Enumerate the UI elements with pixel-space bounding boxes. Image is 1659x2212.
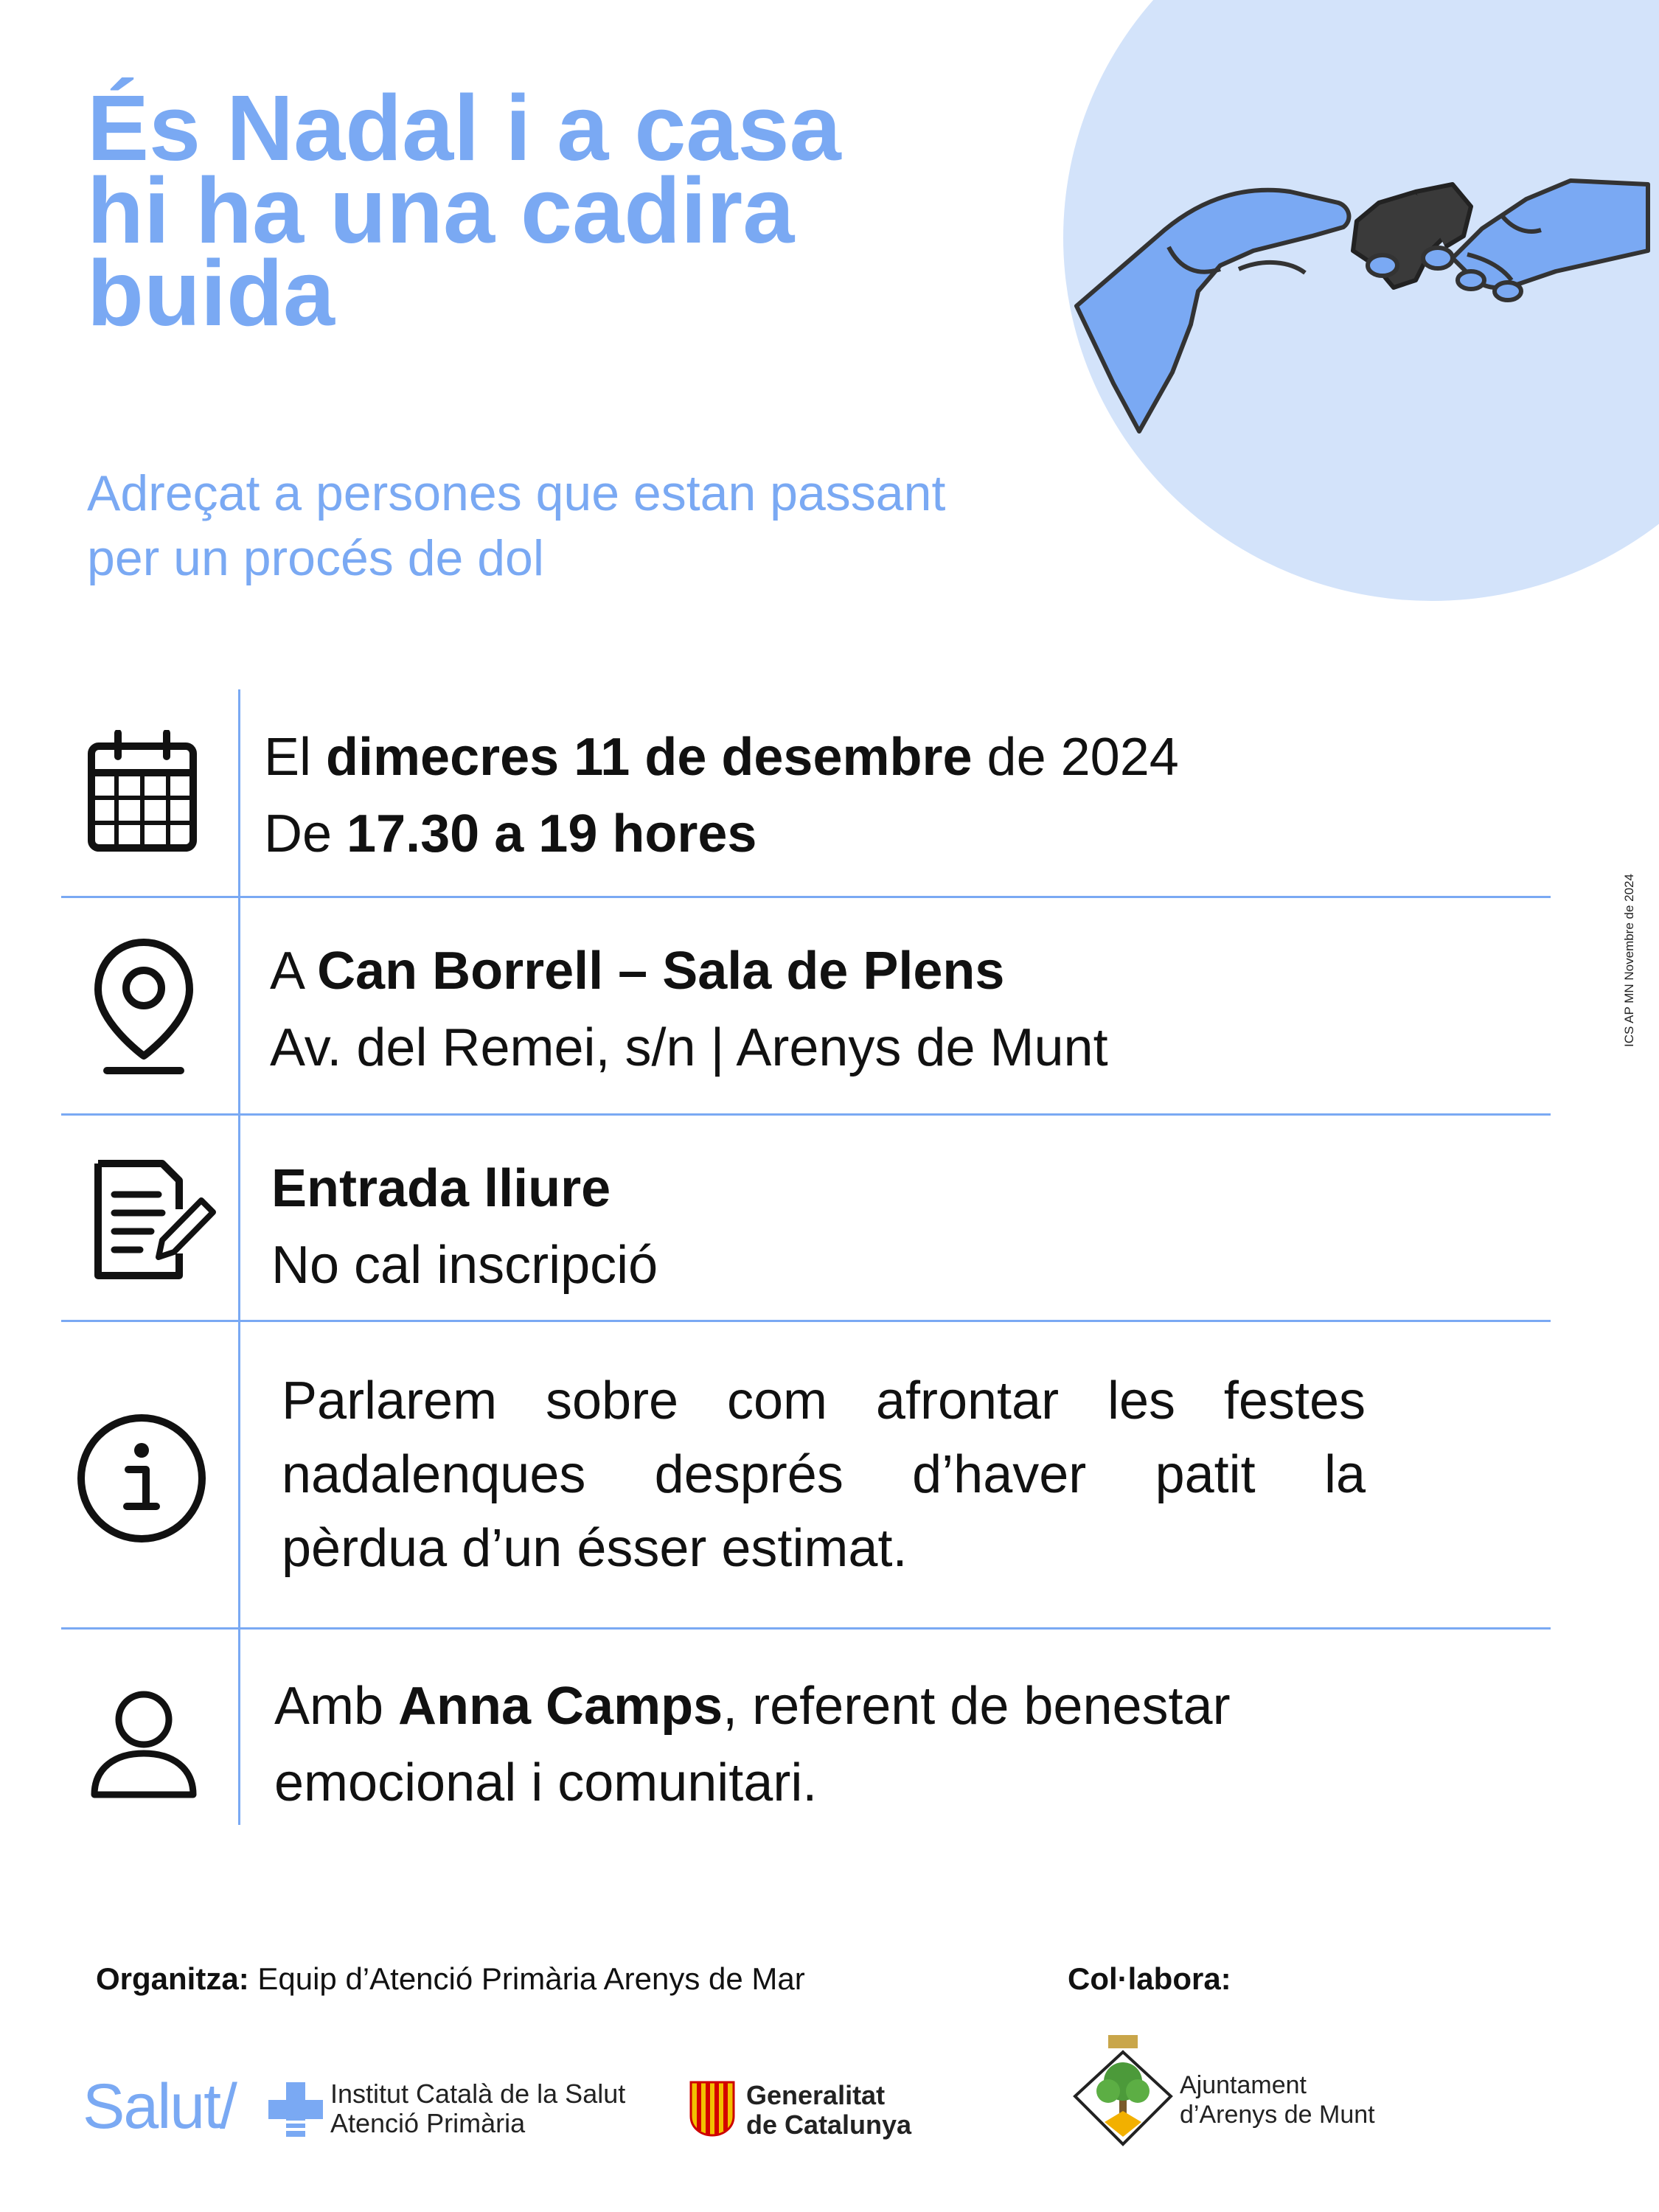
ajuntament-logo-text: Ajuntament d’Arenys de Munt [1180, 2071, 1375, 2129]
row-divider [61, 1113, 1551, 1116]
speaker-role: emocional i comunitari. [274, 1753, 818, 1812]
page-title [87, 76, 1046, 345]
person-icon [88, 1688, 199, 1799]
location-pin-icon [92, 938, 195, 1078]
date-info: El dimecres 11 de desembre de 2024 De 17.30 a 19 hores [264, 728, 1179, 863]
description: Parlarem sobre com afrontar les festes nadalenques després d’haver patit la pèrdua d’un ésser estimat. [282, 1371, 1366, 1578]
speaker-info: Amb Anna Camps, referent de benestar emocional i comunitari. [274, 1668, 1231, 1821]
row-divider [61, 1320, 1551, 1322]
row-divider [61, 896, 1551, 898]
generalitat-shield-icon [689, 2081, 735, 2137]
event-date: dimecres 11 de desembre [326, 728, 973, 787]
ajuntament-arenys-logo [1068, 2034, 1178, 2152]
speaker-name: Anna Camps [398, 1677, 723, 1736]
subtitle [87, 461, 1082, 591]
no-registration: No cal inscripció [271, 1236, 658, 1295]
ics-cross-icon [267, 2081, 324, 2138]
entry-free: Entrada lliure [271, 1159, 611, 1218]
subtitle-line-1: Adreçat a persones que estan passant [87, 465, 946, 521]
title-line-1: És Nadal i a casa [87, 76, 841, 180]
hands-illustration [1069, 140, 1659, 442]
calendar-icon [87, 730, 198, 855]
row-divider [61, 1627, 1551, 1630]
side-note: ICS AP MN Novembre de 2024 [1622, 874, 1636, 1047]
organizer: Organitza: Equip d’Atenció Primària Arenys de Mar [96, 1961, 805, 1996]
location-info: A Can Borrell – Sala de Plens Av. del Remei, s/n | Arenys de Munt [270, 933, 1108, 1086]
info-icon [75, 1412, 208, 1545]
salut-logo: Salut/ [83, 2071, 236, 2142]
event-time: 17.30 a 19 hores [347, 804, 757, 863]
vertical-divider [238, 689, 240, 1825]
venue-name: Can Borrell – Sala de Plens [317, 942, 1005, 1001]
generalitat-logo-text: Generalitat de Catalunya [746, 2080, 912, 2140]
subtitle-line-2: per un procés de dol [87, 530, 544, 586]
title-line-2: hi ha una cadira [87, 159, 795, 262]
collaborator-label: Col·labora: [1068, 1961, 1231, 1996]
ics-logo-text: Institut Català de la Salut Atenció Primària [330, 2079, 626, 2138]
entry-info [271, 1150, 658, 1304]
venue-address: Av. del Remei, s/n | Arenys de Munt [270, 1018, 1108, 1077]
document-pen-icon [92, 1158, 218, 1283]
title-line-3: buida [87, 241, 335, 345]
